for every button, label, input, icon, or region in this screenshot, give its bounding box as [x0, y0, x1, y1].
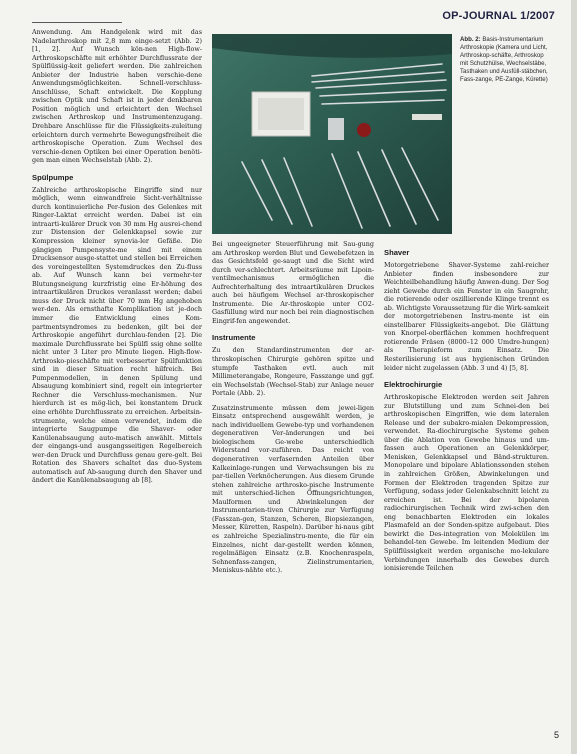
paragraph: Zu den Standardinstrumenten der ar-throskopischen Chirurgie gehören spitze und stumpfe Tasthaken evtl. auch mit Millimeterangabe, Rongeure, Fasszange und ggf. ein Wechselstab (Wechsel-Stab) zur Anlage neuer Portale (Abb. 2). — [212, 346, 374, 398]
paragraph: Bei ungeeigneter Steuerführung mit Sau-gung am Arthroskop werden Blut und Gewebefetzen in das Gesichtsfeld ge-saugt und die Sicht wird durch ver-schlechtert. Arbeitsräume mit Lipoin-ventilmechanismus ermöglichen die Aufrechterhaltung des intraartikulären Druckes auch bei häufigem Wechsel ar-throskopischer Instrumente. Die Ar-throskopie unter CO2-Gasfüllung wird nur noch bei rein diagnostischen Eingrif-fen angewendet. — [212, 240, 374, 325]
instrument-tray-photo — [212, 34, 452, 234]
paragraph: Motorgetriebene Shaver-Systeme zahl-reicher Anbieter finden insbesondere zur Weichteilbehandlung häufig Anwen-dung. Der Sog zieht Gewebe durch ein Fenster in ein Saugrohr, die rotierende oder oszillierende Klinge trennt es ab. Wichtigste Voraussetzung für die Wirk-samkeit der motorgetriebenen Instru-mente ist ein einstellbarer Flüssigkeits-angebot. Die Glättung von Knorpel-oberflächen kommen hochfrequent rotierende Fräsen (8000–12 000 Umdre-hungen) als Therapieform zum Einsatz. Die Resterilisierung ist aus hygienischen Gründen leider nicht zugelassen (Abb. 3 und 4) [5, 8]. — [384, 261, 549, 372]
paragraph: Anwendung. Am Handgelenk wird mit das Nadelarthroskop mit 2,8 mm einge-setzt (Abb. 2) [1, 2]. Auf Wunsch kön-nen High-flow-Arthroskopschäfte mit erhöhter Durchflussrate der Spülflüssig-keit geliefert werden. Die zahlreichen Anbieter der Industrie haben verschie-dene Anwendungsmöglichkeiten. Schnell-verschluss-Anschlüsse, Schaft entwickelt. Die Kopplung zwischen Optik und Schaft ist in jeder denkbaren Position möglich und erleichtert den Wechsel zwischen Arthroskop und Instrumentenzugang. Drehbare Anschlüsse für die Flüssigkeits-zuleitung erleichtern durch vermehrte Bewegungsfreiheit die arthroskopische Operation. Zum Wechsel des verschie-denen Optiken bei einer Operation benöti-gen man einen Wechselstab (Abb. 2). — [32, 28, 202, 165]
header-rule — [32, 22, 122, 23]
text-column-1 — [32, 28, 202, 740]
paragraph: Zusatzinstrumente müssen dem jewei-ligen Einsatz entsprechend ausgewählt werden, je nach individuellem Gewebe-typ und vorhandenen degenerativen Ver-änderungen und bei biologischem Ge-webe unterschiedlich Widerstand vor-zuführen. Das reicht von degenerativen verfasernden Anteilen über Kalkeinlage-rungen und Verwachsungen bis zu par-tiellen Verknöcherungen. Aus diesem Grunde stehen zahlreiche arthrosko-pische Instrumente mit unterschied-lichen Öffnungsrichtungen, Maulformen und Abwinkelungen der Instrumentarien-tiven Chirurgie zur Verfügung (Fasszan-gen, Stanzen, Scheren, Biopsiezangen, Messer, Küretten, Raspeln). Darüber hi-naus gibt es zahlreiche Spezialinstru-mente, die für ein Einzelnes, nicht dar-gestellt werden können, regelmäßigen Einsatz (z.B. Knochenraspeln, Sehnenfass-zangen, Zielinstrumentarien, Meniskus-nähte etc.). — [212, 403, 374, 575]
caption-text: Basis-Instrumentarium Arthroskopie (Kamera und Licht, Arthroskop-schäfte, Arthroskop mit Schutzhülse, Wechselstäbe, Tasthaken und Ausfüll-stäbchen, Fass-zange, PE-Zange, Kürette) — [460, 36, 548, 83]
section-heading-spuelpumpe: Spülpumpe — [32, 172, 74, 182]
journal-header: OP-JOURNAL 1/2007 — [442, 10, 555, 22]
section-heading-instrumente: Instrumente — [212, 333, 256, 343]
paragraph: Zahlreiche arthroskopische Eingriffe sind nur möglich, wenn einwandfreie Sicht-verhältnisse durch kontinuierliche Per-fusion des Gelenkes mit Ringer-Laktat erreicht werden. Dabei ist ein intraarti-kulärer Druck von 30 mm Hg ausrei-chend zur Distension der Gelenkkapsel sowie zur Kompression kleiner synovia-ler Gefäße. Die gängigen Pumpensyste-me sind mit einem Drucksensor ausge-stattet und stellen bei Erreichen des voreingestellten Systemdruckes den Zu-fluss ab. Auf Wunsch kann bei vermehr-ter Blutungsneigung kurzfristig eine Er-höhung des intraartikulären Druckes veranlasst werden; dabei muss der Druck nicht über 70 mm Hg angehoben wer-den. Als ernsthafte Komplikation ist je-doch immer die Entwicklung eines Kom-partmentsyndromes zu bedenken, gilt bei der Arthroskopie angeführt durchlau-fenden [2]. Die maximale Durchflussrate bei Spülfl ssig ohne sollte nicht unter 3 Liter pro Minute liegen. High-flow-Arthrosko-pieschäfte mit verbesserter Spülfunktion sind in dieser Situation recht hilfreich. Bei Pumpenmodellen, in denen Spülung und Absaugung kombiniert sind, regelt ein integrierter Rechner die Verschluss-mechanismen. Nur hierdurch ist es mög-lich, bei konstantem Druck eine erhöhte Durchflussrate zu erreichen. Arbeitsin-strumente, welche einen verwendet, indem die integrierte Saugpumpe die Shaver- oder Kanülenabsaugung auto-matisch anwählt. Mittels der eingangs-und ausgangsseitigen Regelbereich wer-den Druck und Durchfluss genau gere-gelt. Bei Rotation des Shavers schaltet das duo-System automatisch auf Ab-saugung durch den Shaver und ändert die Kanülenabsaugung ab [8]. — [32, 185, 202, 485]
caption-label: Abb. 2: — [460, 36, 481, 43]
section-heading-elektrochirurgie: Elektrochirurgie — [384, 380, 443, 390]
paragraph: Arthroskopische Elektroden werden seit Jahren zur Blutstillung und zum Schnei-den bei arthroskopischen Eingriffen, wie dem lateralen Release und der subakro-mialen Dekompression, verwendet. Ra-diochirurgische Systeme gehen über die Ablation von Gewebe hinaus und um-fassen auch Operationen an Gelenkkörper, Menisken, Gelenkkapsel und Bänd-strukturen. Monopolare und bipolare Ablationssonden stehen in zahlreichen Größen, Abwinkelungen und Formen der Elektroden tragenden Spitze zur Verfügung, sodass jeder Gelenkabschnitt leicht zu erreichen ist. Bei der bipolaren radiochirurgischen Technik wird zwi-schen den eng benachbarten Elektroden ein lokales Plasmafeld an der Sonden-spitze aufgebaut. Dies bewirkt die Des-integration von Molekülen im behandel-ten Gewebe. Im leitenden Medium der Spülflüssigkeit werden organische mo-lekulare Verbindungen innerhalb des Gewebes durch ionisierende Teilchen — [384, 393, 549, 573]
instrument-tray-image — [212, 34, 452, 234]
text-column-2 — [212, 240, 374, 740]
figure-caption — [460, 36, 550, 84]
page-edge — [571, 0, 577, 754]
text-column-3 — [384, 240, 549, 740]
section-heading-shaver: Shaver — [384, 248, 410, 257]
page-number: 5 — [553, 730, 559, 740]
